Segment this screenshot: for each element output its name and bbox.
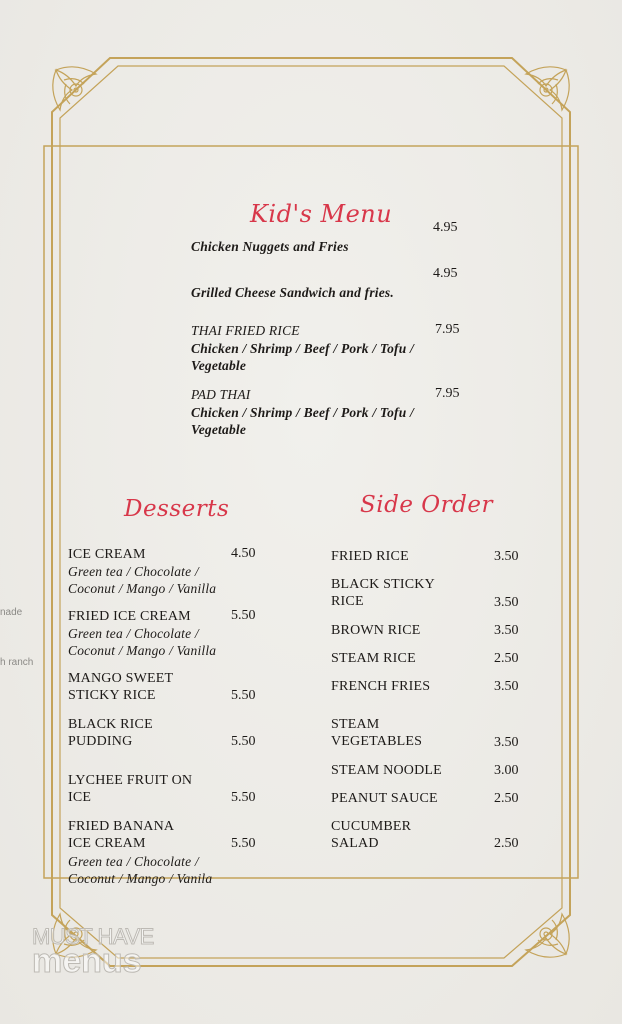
side-item-6-name-2: VEGETABLES — [331, 734, 423, 749]
side-item-4-name: STEAM RICE — [331, 651, 416, 666]
side-item-6-name: STEAM — [331, 717, 380, 732]
side-item-7-price: 3.00 — [494, 763, 519, 778]
side-item-7-name: STEAM NOODLE — [331, 763, 442, 778]
dessert-item-6-desc-2: Coconut / Mango / Vanila — [68, 871, 213, 886]
kids-item-4-desc-2: Vegetable — [191, 422, 247, 437]
dessert-item-4-name: BLACK RICE — [68, 717, 153, 732]
kids-item-3-desc: Chicken / Shrimp / Beef / Pork / Tofu / — [191, 341, 414, 356]
kids-item-2-price: 4.95 — [433, 266, 458, 281]
bleed-text-1: nade — [0, 607, 23, 618]
dessert-item-5-name-2: ICE — [68, 790, 92, 805]
dessert-item-3-price: 5.50 — [231, 688, 256, 703]
kids-menu-title: Kid's Menu — [250, 200, 393, 228]
dessert-item-6-name-2: ICE CREAM — [68, 836, 146, 851]
dessert-item-2-name: FRIED ICE CREAM — [68, 609, 191, 624]
dessert-item-3-name: MANGO SWEET — [68, 671, 174, 686]
side-item-5-price: 3.50 — [494, 679, 519, 694]
side-item-6-price: 3.50 — [494, 735, 519, 750]
side-order-title: Side Order — [360, 492, 493, 518]
side-item-3-price: 3.50 — [494, 623, 519, 638]
dessert-item-6-price: 5.50 — [231, 836, 256, 851]
side-item-4-price: 2.50 — [494, 651, 519, 666]
dessert-item-5-price: 5.50 — [231, 790, 256, 805]
side-item-2-price: 3.50 — [494, 595, 519, 610]
dessert-item-4-name-2: PUDDING — [68, 734, 133, 749]
watermark-line-2: menus — [32, 942, 142, 980]
side-item-2-name: BLACK STICKY — [331, 577, 435, 592]
kids-item-1-price: 4.95 — [433, 220, 458, 235]
kids-item-3-desc-2: Vegetable — [191, 358, 247, 373]
dessert-item-1-desc-2: Coconut / Mango / Vanilla — [68, 581, 217, 596]
side-item-9-name: CUCUMBER — [331, 819, 412, 834]
side-item-2-name-2: RICE — [331, 594, 364, 609]
kids-item-4-desc: Chicken / Shrimp / Beef / Pork / Tofu / — [191, 405, 414, 420]
dessert-item-1-desc: Green tea / Chocolate / — [68, 564, 199, 579]
corner-flourish-tl — [53, 67, 96, 110]
watermark-line-1: MUST HAVE — [32, 924, 154, 949]
watermark-logo — [32, 926, 154, 978]
side-item-9-price: 2.50 — [494, 836, 519, 851]
corner-flourish-tr — [526, 67, 569, 110]
kids-item-1-name: Chicken Nuggets and Fries — [191, 239, 349, 254]
side-item-1-price: 3.50 — [494, 549, 519, 564]
dessert-item-5-name: LYCHEE FRUIT ON — [68, 773, 193, 788]
side-item-8-price: 2.50 — [494, 791, 519, 806]
desserts-title: Desserts — [124, 496, 230, 522]
side-item-9-name-2: SALAD — [331, 836, 379, 851]
side-item-1-name: FRIED RICE — [331, 549, 409, 564]
side-item-8-name: PEANUT SAUCE — [331, 791, 438, 806]
dessert-item-6-name: FRIED BANANA — [68, 819, 175, 834]
side-item-5-name: FRENCH FRIES — [331, 679, 431, 694]
side-item-3-name: BROWN RICE — [331, 623, 421, 638]
dessert-item-3-name-2: STICKY RICE — [68, 688, 156, 703]
dessert-item-1-price: 4.50 — [231, 546, 256, 561]
dessert-item-4-price: 5.50 — [231, 734, 256, 749]
kids-item-4-name: PAD THAI — [191, 387, 251, 402]
dessert-item-2-desc: Green tea / Chocolate / — [68, 626, 199, 641]
kids-item-4-price: 7.95 — [435, 386, 460, 401]
kids-item-3-price: 7.95 — [435, 322, 460, 337]
dessert-item-2-price: 5.50 — [231, 608, 256, 623]
dessert-item-2-desc-2: Coconut / Mango / Vanilla — [68, 643, 217, 658]
dessert-item-1-name: ICE CREAM — [68, 547, 146, 562]
bleed-text-2: h ranch — [0, 657, 34, 668]
dessert-item-6-desc: Green tea / Chocolate / — [68, 854, 199, 869]
kids-item-3-name: THAI FRIED RICE — [191, 323, 300, 338]
kids-item-2-name: Grilled Cheese Sandwich and fries. — [191, 285, 394, 300]
